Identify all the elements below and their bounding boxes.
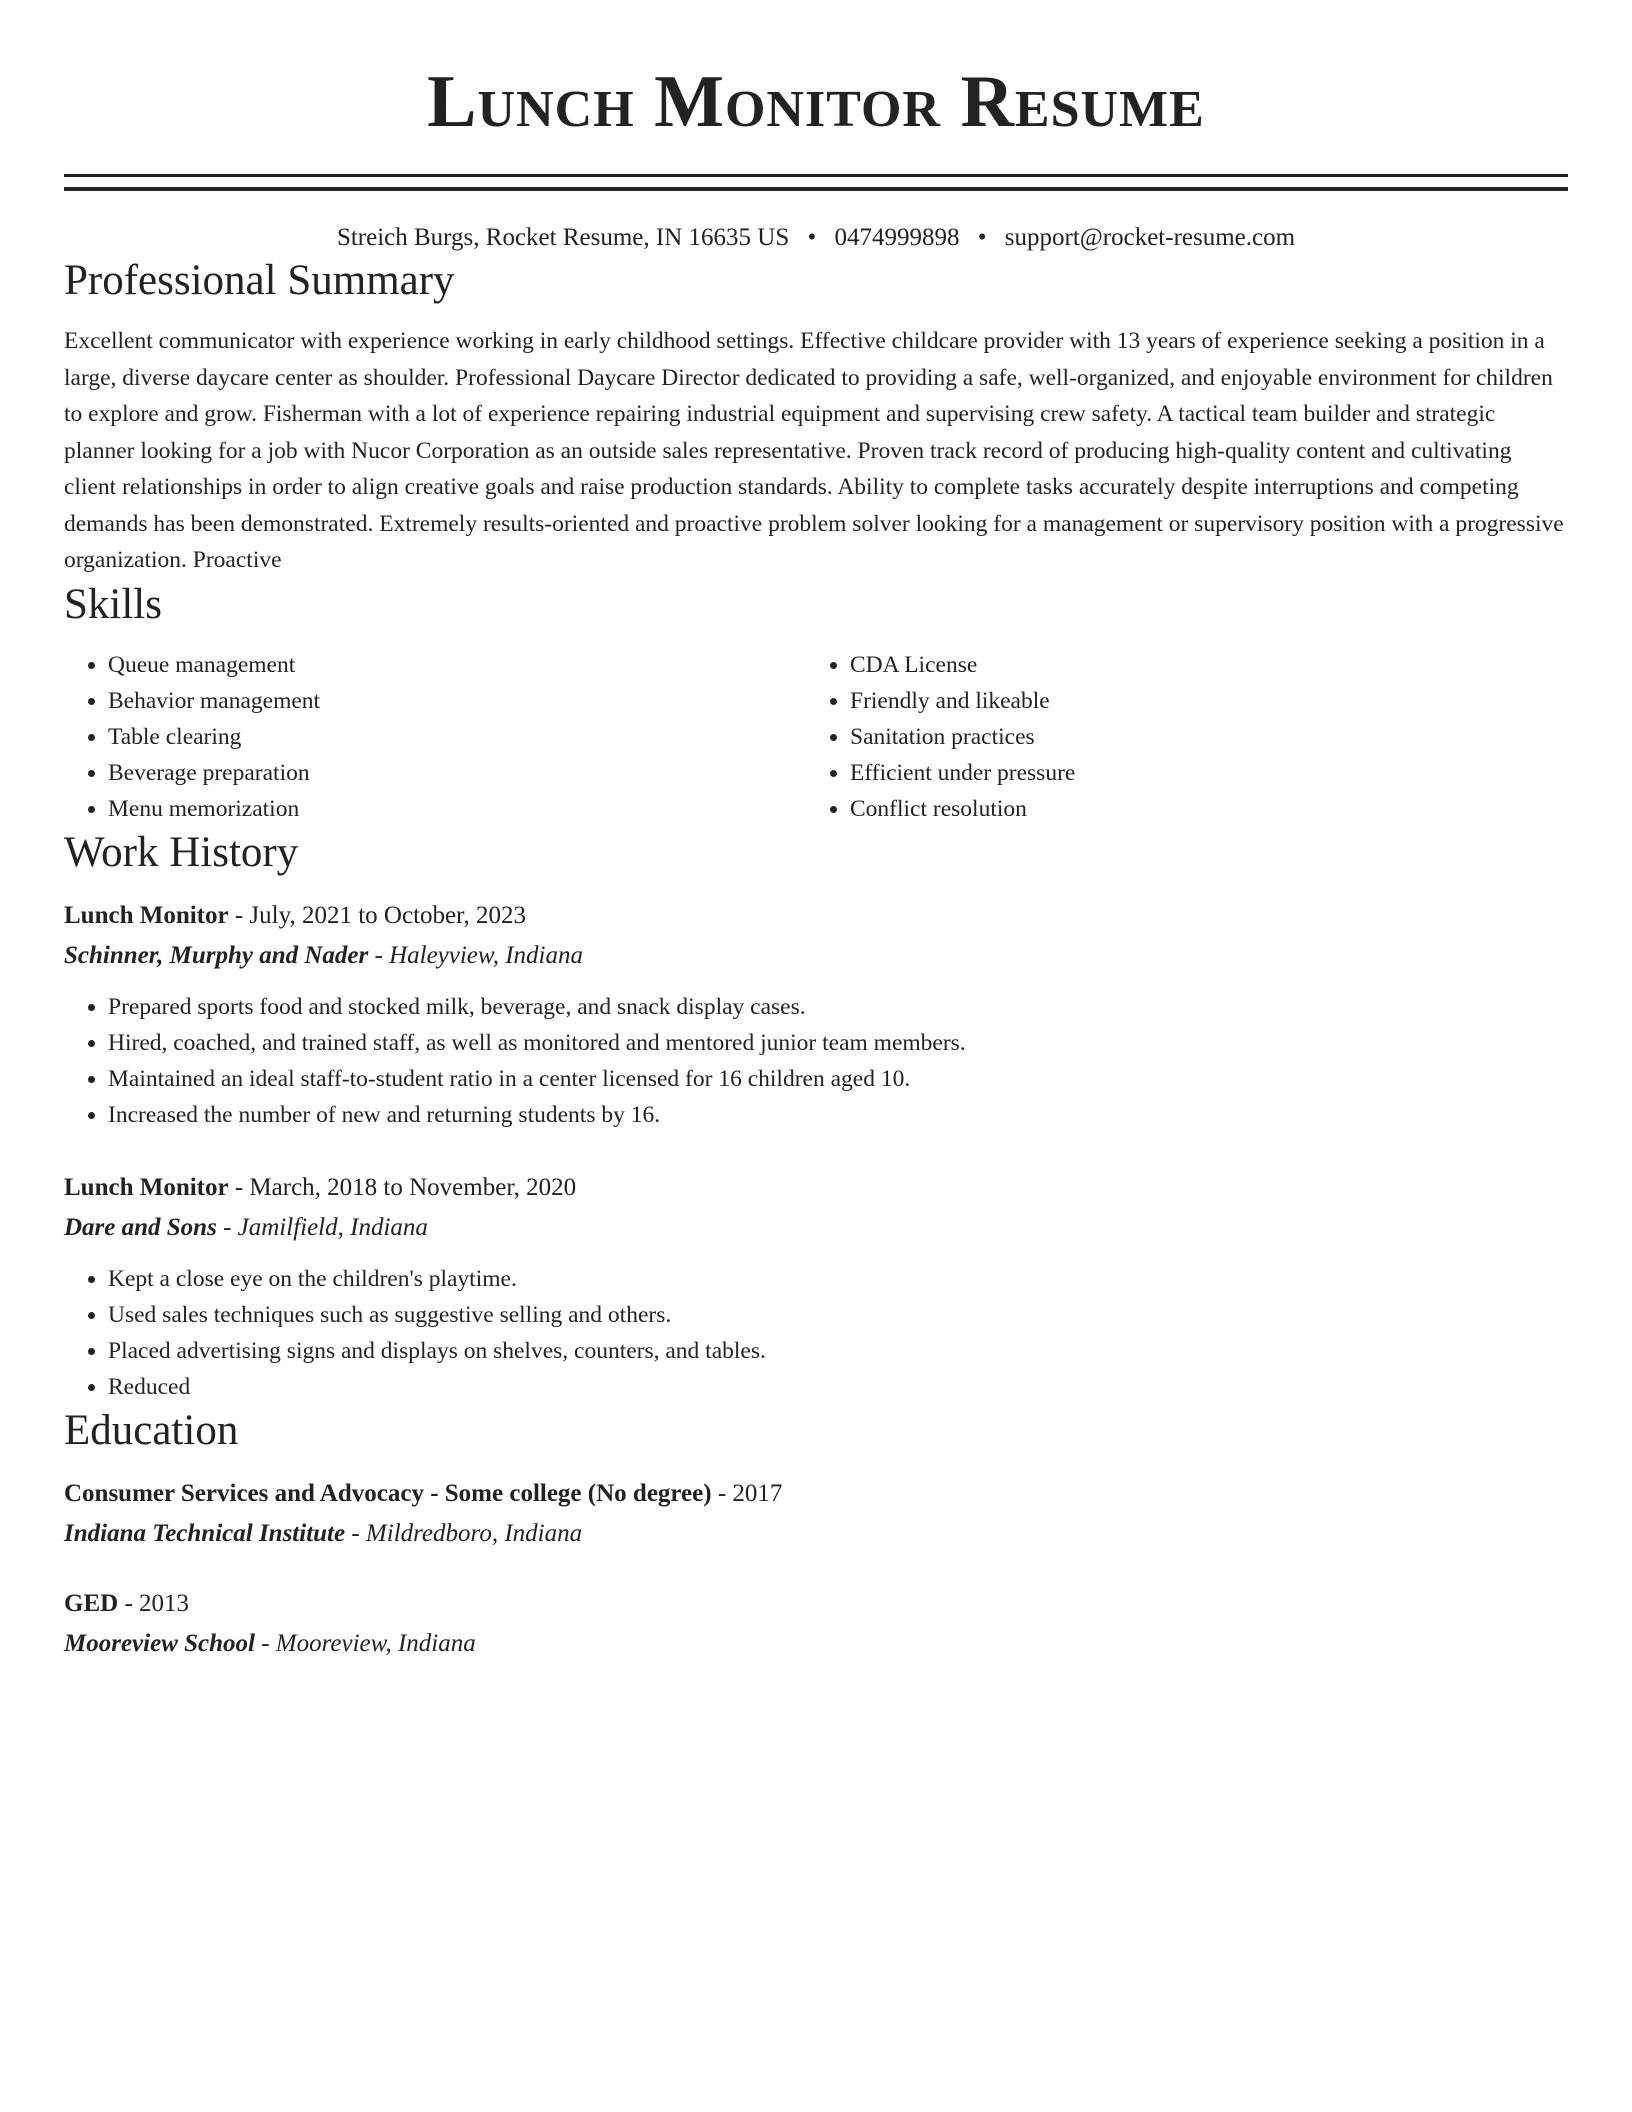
skill-item: • Queue management (108, 647, 806, 683)
education-entry (64, 1587, 1568, 1661)
duty-item: • Kept a close eye on the children's playtime. (108, 1261, 1568, 1297)
job-location: - Jamilfield, Indiana (216, 1213, 428, 1241)
job-duties (64, 989, 1568, 1133)
degree-name: GED (64, 1589, 119, 1617)
education-heading: Education (64, 1406, 239, 1454)
degree-name: Consumer Services and Advocacy - Some college (No degree) (64, 1479, 712, 1507)
school-name: Mooreview School (64, 1629, 255, 1657)
duty-item: • Used sales techniques such as suggestive selling and others. (108, 1297, 1568, 1333)
education-school (64, 1517, 1568, 1551)
company-name: Schinner, Murphy and Nader (64, 941, 369, 969)
skill-item: • Menu memorization (108, 791, 806, 827)
skill-item: • Beverage preparation (108, 755, 806, 791)
duty-item: • Maintained an ideal staff-to-student ratio in a center licensed for 16 children aged 10. (108, 1061, 1568, 1097)
skills-column-right (806, 647, 1568, 827)
job-employer (64, 939, 1568, 973)
skills-heading: Skills (64, 580, 162, 628)
contact-line (64, 221, 1568, 255)
resume-title: Lunch Monitor Resume (427, 61, 1205, 143)
title-divider (64, 174, 1568, 191)
school-name: Indiana Technical Institute (64, 1519, 346, 1547)
summary-heading: Professional Summary (64, 257, 455, 304)
duty-item: • Prepared sports food and stocked milk, beverage, and snack display cases. (108, 989, 1568, 1025)
education-header (64, 1587, 1568, 1621)
job-header (64, 899, 1568, 933)
skill-item: • Friendly and likeable (850, 683, 1568, 719)
skill-item: • Efficient under pressure (850, 755, 1568, 791)
skill-item: • CDA License (850, 647, 1568, 683)
school-location: - Mildredboro, Indiana (345, 1519, 583, 1547)
company-name: Dare and Sons (64, 1213, 217, 1241)
graduation-year: - 2013 (118, 1589, 190, 1617)
skill-item: • Sanitation practices (850, 719, 1568, 755)
contact-phone: 0474999898 (834, 224, 960, 251)
skills-list (64, 647, 1568, 827)
skill-item: • Table clearing (108, 719, 806, 755)
education-header (64, 1477, 1568, 1511)
summary-text: Excellent communicator with experience working in early childhood settings. Effective childcare provider with 13 years of experience seeking a position in a large, diverse daycare center as shoulder. Professional Daycare Director dedicated to providing a safe, well-organized, and enjoyable environment for children to explore and grow. Fisherman with a lot of experience repairing industrial equipment and supervising crew safety. A tactical team builder and strategic planner looking for a job with Nucor Corporation as an outside sales representative. Proven track record of producing high-quality content and cultivating client relationships in order to align creative goals and raise production standards. Ability to complete tasks accurately despite interruptions and competing demands has been demonstrated. Extremely results-oriented and proactive problem solver looking for a management or supervisory position with a progressive organization. Proactive (64, 328, 1564, 573)
job-entry (64, 899, 1568, 1133)
duty-item: • Increased the number of new and returning students by 16. (108, 1097, 1568, 1133)
education-school (64, 1627, 1568, 1661)
job-dates: - March, 2018 to November, 2020 (228, 1173, 577, 1201)
work-history-heading: Work History (64, 828, 299, 876)
contact-separator: • (807, 224, 817, 251)
school-location: - Mooreview, Indiana (254, 1629, 476, 1657)
skill-item: • Behavior management (108, 683, 806, 719)
job-duties (64, 1261, 1568, 1405)
job-title: Lunch Monitor (64, 1173, 229, 1201)
graduation-year: - 2017 (711, 1479, 783, 1507)
contact-address: Streich Burgs, Rocket Resume, IN 16635 US (336, 224, 790, 251)
job-title: Lunch Monitor (64, 901, 229, 929)
job-entry (64, 1171, 1568, 1405)
duty-item: • Reduced (108, 1369, 1568, 1405)
skills-column-left (64, 647, 806, 827)
contact-email: support@rocket-resume.com (1004, 224, 1296, 251)
education-entry (64, 1477, 1568, 1551)
job-header (64, 1171, 1568, 1205)
job-dates: - July, 2021 to October, 2023 (228, 901, 526, 929)
skill-item: • Conflict resolution (850, 791, 1568, 827)
job-employer (64, 1211, 1568, 1245)
duty-item: • Placed advertising signs and displays on shelves, counters, and tables. (108, 1333, 1568, 1369)
contact-separator: • (977, 224, 987, 251)
duty-item: • Hired, coached, and trained staff, as well as monitored and mentored junior team members. (108, 1025, 1568, 1061)
job-location: - Haleyview, Indiana (368, 941, 583, 969)
